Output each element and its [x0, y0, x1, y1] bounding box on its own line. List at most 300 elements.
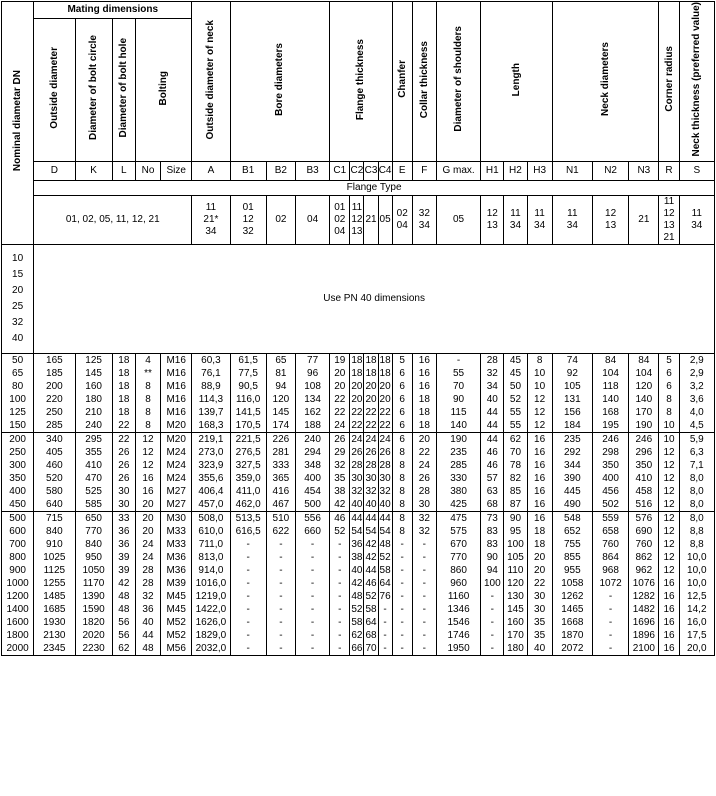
bolting-header: Bolting — [135, 18, 191, 161]
dimension-value: 1346 — [447, 603, 470, 615]
flange-type-cell: 01, 02, 05, 11, 12, 21 — [34, 195, 192, 244]
dimension-value: 36 — [118, 525, 130, 537]
symbol-cell: C2 — [350, 161, 364, 180]
dimension-value: 190 — [635, 419, 653, 431]
dimension-value: 622 — [272, 525, 290, 537]
symbol-cell: No — [135, 161, 160, 180]
dimension-value: 5 — [399, 354, 405, 366]
dimension-value: 350 — [602, 459, 619, 471]
dimension-value: 616,5 — [235, 525, 261, 537]
dimension-column-cell — [392, 511, 412, 655]
dimension-value: 66 — [351, 642, 363, 654]
dimension-column-cell — [350, 432, 364, 511]
symbol-cell: H2 — [504, 161, 527, 180]
dimension-value: - — [279, 538, 283, 550]
flange-type-cell: 11 21* 34 — [192, 195, 230, 244]
dimension-column-cell — [295, 511, 329, 655]
symbol-cell: Size — [161, 161, 192, 180]
dimension-value: 556 — [304, 512, 321, 524]
flange-thickness-header: Flange thickness — [330, 2, 392, 162]
dimension-value: 458 — [635, 485, 653, 497]
dimension-value: - — [400, 551, 404, 563]
dimension-value: 400 — [602, 472, 619, 484]
dimension-value: 16 — [663, 629, 675, 641]
dimension-value: 76 — [379, 590, 391, 602]
flange-type-cell: 32 34 — [412, 195, 436, 244]
dimension-column-cell — [504, 511, 527, 655]
dimension-value: 1160 — [447, 590, 470, 602]
dimension-value: 1072 — [599, 577, 622, 589]
dimension-column-cell — [378, 432, 392, 511]
dimension-value: 48 — [118, 603, 130, 615]
dimension-value: - — [338, 642, 342, 654]
dimension-value: 42 — [365, 551, 377, 563]
dimension-value: 20 — [334, 380, 346, 392]
dimension-value: 246 — [635, 433, 653, 445]
dimension-column-cell — [266, 432, 295, 511]
dimension-value: 12 — [663, 551, 675, 563]
dimension-value: 16 — [534, 433, 546, 445]
dimension-value: 114,3 — [198, 393, 224, 405]
dimension-value: 170 — [635, 406, 653, 418]
dimension-column-cell — [192, 353, 230, 432]
dimension-value: 250 — [46, 406, 63, 418]
dimension-value: - — [310, 551, 315, 563]
dimension-value: 6 — [399, 393, 405, 405]
dimension-value: 61,5 — [238, 354, 258, 366]
pn40-dn-value: 32 — [12, 316, 24, 328]
dimension-value: 3,2 — [689, 380, 704, 392]
dimension-value: 1170 — [82, 577, 105, 589]
dimension-value: 10 — [534, 367, 546, 379]
dimension-column-cell — [436, 353, 480, 432]
dimension-column-cell — [629, 353, 659, 432]
dimension-value: 22 — [334, 393, 346, 405]
dimension-value: 510 — [272, 512, 290, 524]
dimension-value: 40 — [365, 498, 377, 510]
dimension-column-cell — [527, 432, 552, 511]
dimension-value: 100 — [483, 577, 501, 589]
dimension-value: 864 — [602, 551, 619, 563]
dimension-value: 575 — [450, 525, 467, 537]
dimension-value: 70 — [453, 380, 465, 392]
dimension-value: 2,9 — [689, 367, 704, 379]
dimension-value: 12 — [142, 459, 154, 471]
dimension-value: 8,0 — [689, 472, 704, 484]
dimension-value: 600 — [9, 525, 26, 537]
dimension-value: 900 — [9, 564, 26, 576]
dimension-value: 33 — [118, 512, 130, 524]
dimension-value: 24 — [365, 433, 377, 445]
dimension-value: 168 — [602, 406, 619, 418]
dimension-value: 110 — [507, 564, 524, 576]
dimension-value: 22 — [365, 406, 377, 418]
dimension-value: 39 — [118, 564, 130, 576]
dimension-value: 16 — [418, 380, 430, 392]
dimension-column-cell — [552, 353, 592, 432]
dimension-value: 292 — [563, 446, 581, 458]
dimension-value: 18 — [379, 354, 391, 366]
dimension-value: 87 — [509, 498, 522, 510]
dimension-value: 18 — [118, 380, 130, 392]
dimension-value: 85 — [509, 485, 522, 497]
dimension-value: 548 — [563, 512, 581, 524]
dimension-value: - — [383, 603, 387, 615]
dimension-value: 52 — [351, 603, 363, 615]
dimension-value: 2100 — [632, 642, 655, 654]
dimension-column-cell — [350, 511, 364, 655]
dimension-value: 24 — [142, 551, 154, 563]
dimension-value: - — [400, 642, 404, 654]
dimension-value: 285 — [46, 419, 63, 431]
dimension-column-cell — [2, 511, 34, 655]
dimension-value: 70 — [365, 642, 377, 654]
shoulders-diameter-header: Diameter of shoulders — [436, 2, 480, 162]
dimension-value: 910 — [46, 538, 63, 550]
dimension-value: M27 — [166, 485, 186, 497]
dimension-value: 45 — [509, 367, 522, 379]
dimension-value: - — [310, 564, 315, 576]
dimension-value: 20 — [534, 564, 546, 576]
dimension-value: 6,3 — [689, 446, 704, 458]
dimension-value: 273,0 — [198, 446, 224, 458]
dimension-column-cell — [34, 353, 75, 432]
dimension-value: 26 — [118, 472, 130, 484]
dimension-value: 140 — [602, 393, 619, 405]
dimension-value: - — [400, 590, 404, 602]
dimension-value: M36 — [166, 564, 186, 576]
dimension-value: 28 — [142, 577, 154, 589]
dimension-value: 22 — [351, 406, 363, 418]
dimension-column-cell — [2, 432, 34, 511]
dimension-value: 20 — [142, 525, 154, 537]
dimension-value: 18 — [365, 354, 377, 366]
nominal-diameter-header — [2, 2, 34, 245]
dimension-column-cell — [364, 432, 378, 511]
dimension-column-cell — [266, 353, 295, 432]
dimension-value: M52 — [166, 629, 186, 641]
dimension-value: 195 — [602, 419, 619, 431]
dimension-value: 105 — [507, 551, 524, 563]
dimension-value: 29 — [334, 446, 346, 458]
dimension-value: 180 — [507, 642, 524, 654]
dimension-value: 467 — [272, 498, 290, 510]
dimension-value: 20 — [351, 380, 363, 392]
dimension-value: 6 — [399, 433, 405, 445]
dimension-value: 92 — [566, 367, 578, 379]
dimension-value: 1025 — [43, 551, 66, 563]
dimension-value: 18 — [118, 406, 130, 418]
dimension-value: 26 — [334, 433, 346, 445]
dimension-value: 660 — [304, 525, 321, 537]
dimension-value: 276,5 — [235, 446, 261, 458]
dimension-value: 20 — [365, 380, 377, 392]
dimension-value: 240 — [304, 433, 321, 445]
dimension-value: 585 — [85, 498, 102, 510]
dimension-value: M52 — [166, 616, 186, 628]
dimension-value: 39 — [118, 551, 130, 563]
flange-type-row — [2, 195, 715, 244]
dimension-value: 55 — [509, 406, 522, 418]
dimension-value: 190 — [450, 433, 467, 445]
dimension-value: 1422,0 — [195, 603, 227, 615]
dimension-column-cell — [481, 511, 504, 655]
dimension-value: 690 — [635, 525, 653, 537]
dimension-value: 12 — [663, 512, 675, 524]
dimension-value: M39 — [166, 577, 186, 589]
dimension-value: 32 — [365, 485, 377, 497]
dimension-value: 55 — [509, 419, 522, 431]
dimension-value: - — [246, 564, 250, 576]
dimension-value: 54 — [379, 525, 391, 537]
dimension-value: 1800 — [6, 629, 29, 641]
dimension-value: 8 — [399, 485, 405, 497]
dimension-value: 348 — [304, 459, 321, 471]
dimension-value: - — [490, 590, 494, 602]
dimension-value: - — [246, 538, 250, 550]
dimension-value: 35 — [534, 616, 546, 628]
dimension-value: 6 — [666, 367, 672, 379]
dimension-value: - — [422, 616, 427, 628]
dimension-value: M24 — [166, 472, 186, 484]
dimension-value: 16 — [663, 616, 675, 628]
dimension-column-cell — [34, 432, 75, 511]
dimension-value: 28 — [379, 459, 391, 471]
dimension-column-cell — [392, 432, 412, 511]
dimension-value: 10 — [663, 419, 675, 431]
dimension-value: 94 — [486, 564, 498, 576]
dimension-value: 840 — [85, 538, 102, 550]
dimension-value: - — [608, 603, 613, 615]
dimension-value: 44 — [379, 512, 391, 524]
dimension-value: - — [490, 616, 494, 628]
dimension-value: 104 — [635, 367, 653, 379]
dimension-value: 16 — [534, 459, 546, 471]
dimension-value: 12 — [663, 472, 675, 484]
dimension-value: 84 — [638, 354, 650, 366]
dimension-value: 240 — [85, 419, 102, 431]
dimension-value: 1600 — [6, 616, 29, 628]
dimension-column-cell — [230, 353, 266, 432]
dimension-value: 28 — [351, 459, 363, 471]
dimension-value: 5,9 — [689, 433, 704, 445]
dimension-value: 770 — [85, 525, 102, 537]
length-header: Length — [481, 2, 552, 162]
dimension-value: - — [400, 616, 404, 628]
dimension-value: 365 — [272, 472, 290, 484]
dimension-value: 350 — [9, 472, 26, 484]
dimension-column-cell — [412, 511, 436, 655]
symbol-cell: H3 — [527, 161, 552, 180]
dimension-value: 760 — [635, 538, 653, 550]
dimension-value: 18 — [118, 393, 130, 405]
flange-type-cell: 11 34 — [552, 195, 592, 244]
dimension-value: 64 — [379, 577, 391, 589]
dimension-value: 32 — [142, 590, 154, 602]
dimension-value: 145 — [507, 603, 524, 615]
dimension-value: 454 — [304, 485, 321, 497]
dimension-column-cell — [112, 511, 135, 655]
dimension-value: - — [310, 616, 315, 628]
dimension-value: 20 — [365, 393, 377, 405]
dimension-value: 35 — [334, 472, 346, 484]
dimension-value: 48 — [118, 590, 130, 602]
dimension-value: 6 — [666, 380, 672, 392]
pn40-dn-value: 25 — [12, 300, 24, 312]
flange-type-cell: 12 13 — [592, 195, 628, 244]
dimension-column-cell — [350, 353, 364, 432]
dimension-value: 82 — [509, 472, 522, 484]
dimension-value: 470 — [85, 472, 102, 484]
dimension-value: - — [310, 590, 315, 602]
dimension-value: 755 — [563, 538, 581, 550]
dimension-value: 12 — [534, 419, 546, 431]
dimension-column-cell — [161, 511, 192, 655]
dimension-column-cell — [392, 353, 412, 432]
dimension-value: 296 — [635, 446, 653, 458]
dimension-column-cell — [161, 432, 192, 511]
dimension-value: 8 — [145, 393, 151, 405]
dimension-value: 22 — [379, 419, 391, 431]
dimension-value: 18 — [418, 419, 430, 431]
dimension-value: 18 — [418, 393, 430, 405]
dimension-value: 46 — [486, 446, 498, 458]
dimension-value: 46 — [365, 577, 377, 589]
dimension-value: 10 — [663, 433, 675, 445]
dimension-value: 8,0 — [689, 512, 704, 524]
dimension-value: 96 — [307, 367, 319, 379]
dimension-column-cell — [330, 432, 350, 511]
pn40-dn-value: 10 — [12, 252, 24, 264]
dimension-value: 145 — [85, 367, 102, 379]
dimension-value: - — [246, 577, 250, 589]
symbol-cell: B2 — [266, 161, 295, 180]
symbol-row — [2, 161, 715, 180]
dimension-value: - — [400, 629, 404, 641]
dimension-value: M16 — [166, 406, 186, 418]
dimension-value: - — [279, 642, 283, 654]
dimension-value: 81 — [275, 367, 287, 379]
dimension-value: 1016,0 — [195, 577, 227, 589]
dimension-value: 4,5 — [689, 419, 704, 431]
dimension-group-row — [2, 432, 715, 511]
dimension-value: 24 — [379, 433, 391, 445]
dimension-value: 813,0 — [198, 551, 224, 563]
dimension-column-cell — [481, 432, 504, 511]
pn40-note: Use PN 40 dimensions — [34, 244, 715, 353]
flange-type-cell: 02 — [266, 195, 295, 244]
dimension-value: - — [338, 616, 342, 628]
dimension-value: 1050 — [82, 564, 105, 576]
dimension-column-cell — [330, 353, 350, 432]
dimension-value: 281 — [272, 446, 290, 458]
dimension-value: 140 — [450, 419, 467, 431]
dimension-value: 2345 — [43, 642, 66, 654]
dimension-value: 77,5 — [238, 367, 258, 379]
dimension-value: 156 — [563, 406, 581, 418]
flange-type-cell: 05 — [436, 195, 480, 244]
dimension-value: 83 — [486, 525, 498, 537]
dimension-value: - — [400, 603, 404, 615]
dimension-value: 65 — [12, 367, 24, 379]
dimension-value: 1696 — [632, 616, 655, 628]
dimension-value: 180 — [85, 393, 102, 405]
dimension-value: 855 — [563, 551, 581, 563]
pn40-row — [2, 244, 715, 353]
dimension-column-cell — [295, 353, 329, 432]
dimension-column-cell — [412, 353, 436, 432]
dimension-value: 26 — [365, 446, 377, 458]
dimension-value: 90 — [486, 551, 498, 563]
dimension-column-cell — [364, 353, 378, 432]
dimension-value: 42 — [334, 498, 346, 510]
symbol-cell: B3 — [295, 161, 329, 180]
dimension-value: 22 — [351, 419, 363, 431]
dimension-value: - — [338, 577, 342, 589]
flange-type-label: Flange Type — [34, 180, 715, 195]
dimension-value: 165 — [46, 354, 63, 366]
bolt-circle-header: Diameter of bolt circle — [75, 18, 112, 161]
dimension-column-cell — [552, 511, 592, 655]
dimension-value: - — [608, 629, 613, 641]
dimension-column-cell — [75, 511, 112, 655]
dimension-value: M33 — [166, 538, 186, 550]
flange-dimensions-table — [1, 1, 715, 656]
dimension-value: 8,8 — [689, 525, 704, 537]
dimension-value: 28 — [418, 485, 430, 497]
dimension-value: - — [400, 538, 404, 550]
dimension-value: 38 — [334, 485, 346, 497]
dimension-value: 20,0 — [687, 642, 707, 654]
dimension-value: 20 — [351, 393, 363, 405]
dimension-value: 405 — [46, 446, 63, 458]
dimension-value: 2230 — [82, 642, 105, 654]
dimension-value: 12 — [663, 485, 675, 497]
dimension-column-cell — [266, 511, 295, 655]
dimension-value: 44 — [486, 433, 498, 445]
dimension-value: 16 — [534, 446, 546, 458]
dimension-value: - — [456, 354, 461, 366]
dimension-value: 68 — [486, 498, 498, 510]
dimension-value: 457,0 — [198, 498, 224, 510]
pn40-dn-value: 20 — [12, 284, 24, 296]
mating-dimensions-header: Mating dimensions — [34, 2, 192, 19]
dimension-value: 475 — [450, 512, 467, 524]
dimension-value: 40 — [379, 498, 391, 510]
dimension-value: 140 — [635, 393, 653, 405]
dimension-value: 62 — [351, 629, 363, 641]
dimension-value: 44 — [365, 564, 377, 576]
dimension-value: 246 — [602, 433, 619, 445]
dimension-value: 16 — [534, 498, 546, 510]
dimension-value: M30 — [166, 512, 186, 524]
dimension-value: 22 — [379, 406, 391, 418]
dimension-value: ** — [144, 367, 152, 379]
dimension-value: 19 — [334, 354, 346, 366]
dimension-value: - — [246, 616, 250, 628]
dimension-value: M20 — [166, 433, 186, 445]
dimension-value: 28 — [486, 354, 498, 366]
dimension-value: 48 — [379, 538, 391, 550]
dimension-column-cell — [112, 353, 135, 432]
dimension-value: 513,5 — [235, 512, 261, 524]
dimension-value: 18 — [379, 367, 391, 379]
dimension-value: - — [422, 551, 427, 563]
flange-type-cell: 21 — [629, 195, 659, 244]
dimension-column-cell — [504, 432, 527, 511]
dimension-column-cell — [135, 353, 160, 432]
symbol-cell: F — [412, 161, 436, 180]
